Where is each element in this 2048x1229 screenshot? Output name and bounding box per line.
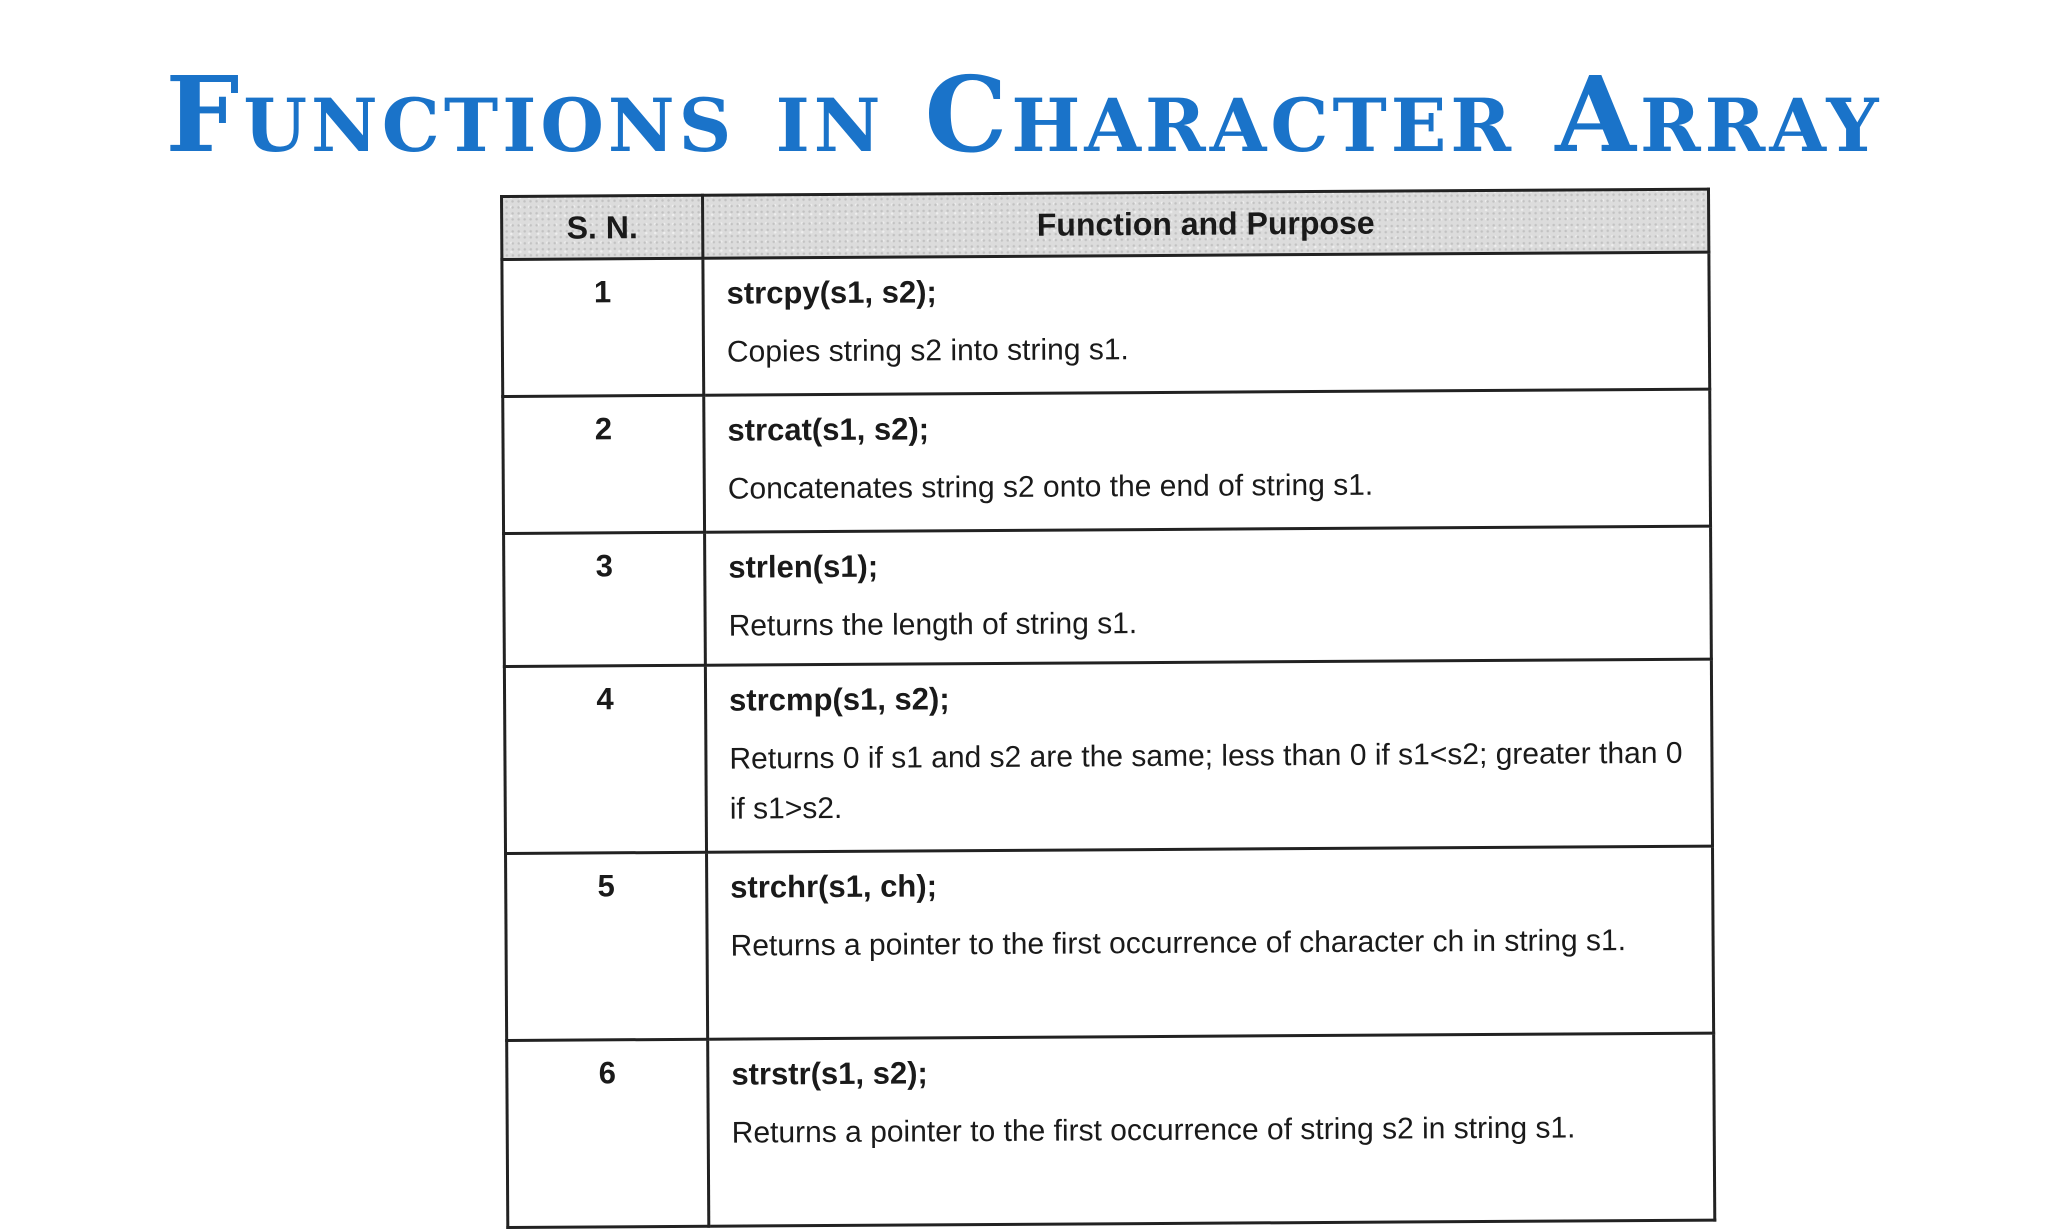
table-container: [500, 188, 1726, 1229]
row-function-cell: [707, 846, 1714, 1039]
row-function-cell: [703, 252, 1710, 395]
row-sn: 1: [502, 258, 704, 396]
row-sn: 6: [507, 1039, 709, 1227]
table-row: [507, 1033, 1715, 1227]
function-signature: strlen(s1);: [728, 548, 879, 585]
slide-title: Functions in Character Array: [165, 53, 1883, 176]
function-description: Concatenates string s2 onto the end of string s1.: [727, 468, 1374, 506]
table-row: [503, 389, 1711, 533]
row-function-cell: [705, 659, 1712, 852]
row-function-cell: [705, 526, 1712, 665]
table-row: [506, 846, 1714, 1040]
row-function-cell: [704, 389, 1711, 532]
row-sn: 4: [504, 665, 706, 853]
table-row: [504, 526, 1712, 666]
row-sn: 2: [503, 395, 705, 533]
row-sn: 3: [504, 532, 706, 666]
function-description: Returns a pointer to the first occurrence of character ch in string s1.: [730, 924, 1627, 963]
table-row: [502, 252, 1710, 396]
row-sn: 5: [506, 852, 708, 1040]
function-signature: strstr(s1, s2);: [731, 1055, 928, 1092]
function-signature: strchr(s1, ch);: [730, 868, 938, 905]
table-header-row: [502, 189, 1709, 259]
function-description: Copies string s2 into string s1.: [726, 333, 1129, 369]
string-functions-table: [500, 188, 1716, 1229]
function-signature: strcpy(s1, s2);: [726, 274, 937, 311]
function-description: Returns a pointer to the first occurrence of string s2 in string s1.: [731, 1111, 1576, 1150]
table-row: [504, 659, 1712, 853]
header-sn: S. N.: [502, 195, 703, 259]
header-function-purpose: Function and Purpose: [703, 189, 1709, 258]
function-description: Returns 0 if s1 and s2 are the same; less than 0 if s1<s2; greater than 0 if s1>s2.: [729, 736, 1683, 826]
function-signature: strcmp(s1, s2);: [728, 681, 950, 718]
row-function-cell: [708, 1033, 1715, 1226]
function-signature: strcat(s1, s2);: [727, 411, 930, 448]
function-description: Returns the length of string s1.: [728, 607, 1138, 643]
